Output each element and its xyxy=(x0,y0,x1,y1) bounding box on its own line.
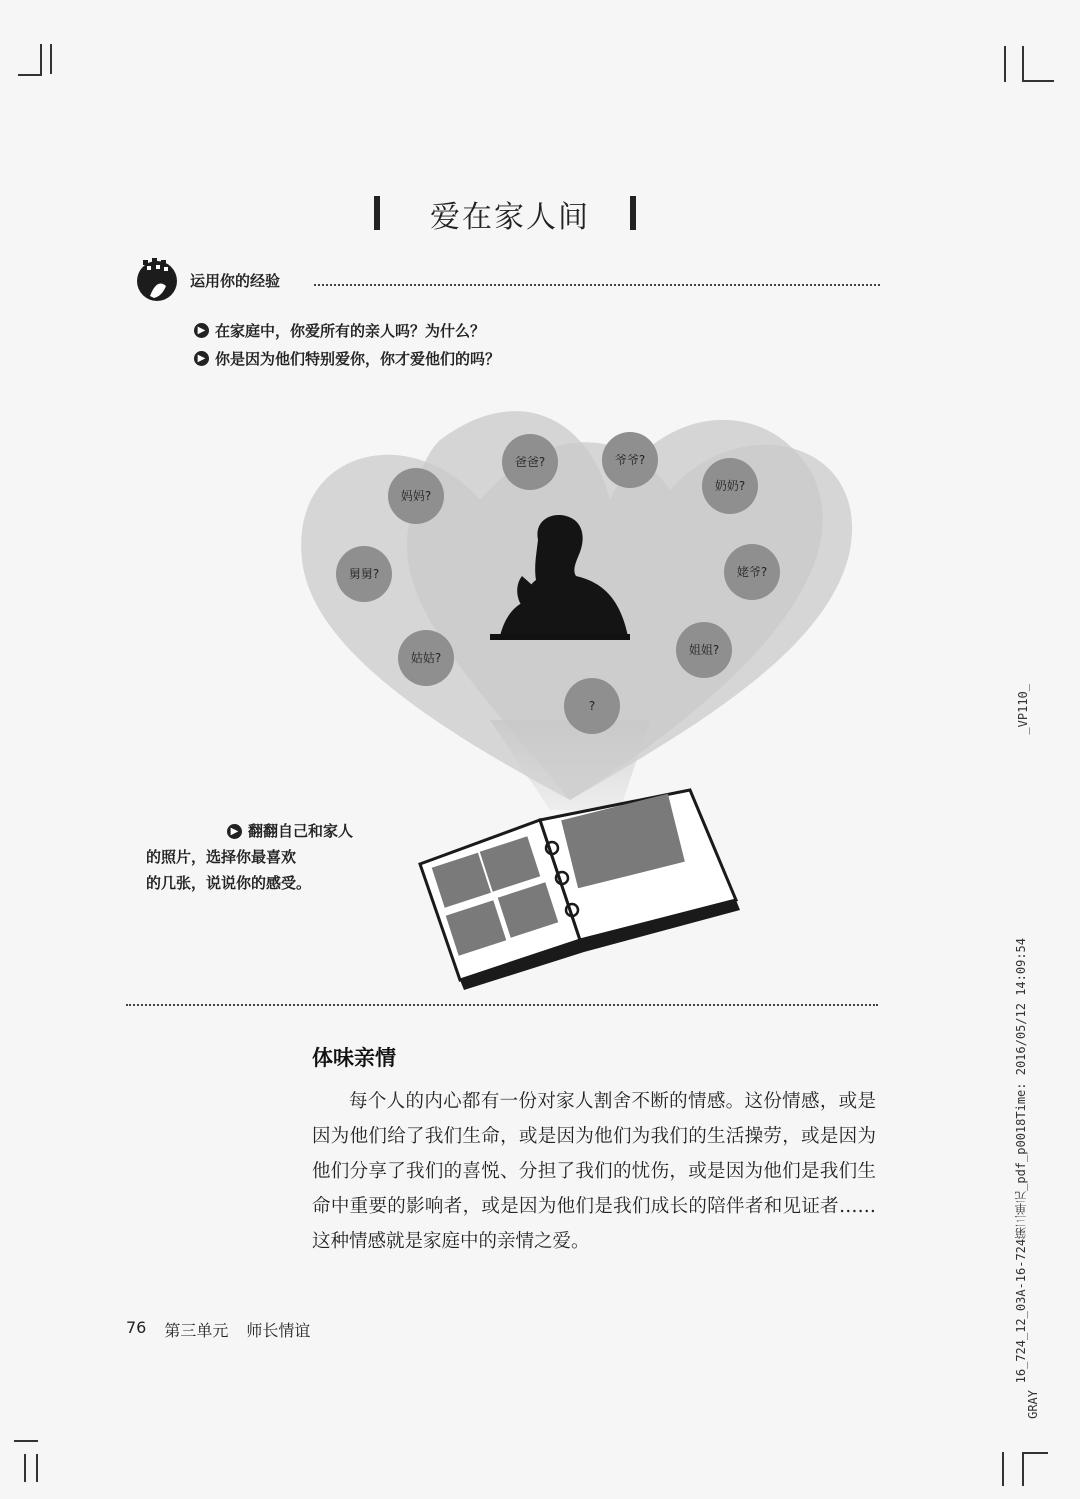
photo-instruction xyxy=(146,818,361,896)
question-2 xyxy=(194,348,500,369)
family-heart-illustration xyxy=(290,380,890,1000)
question-1 xyxy=(194,320,485,341)
page-footer xyxy=(126,1318,310,1341)
section-end-divider xyxy=(126,1004,878,1006)
crop-mark-top-right xyxy=(1004,46,1006,82)
relative-circle-mama xyxy=(388,468,444,524)
svg-text:姐姐?: 姐姐? xyxy=(688,643,720,657)
crop-mark-top-right xyxy=(1022,80,1054,82)
crop-mark-bottom-right xyxy=(1022,1452,1048,1454)
section-label: 运用你的经验 xyxy=(190,272,281,290)
page-title: 爱在家人间 xyxy=(430,200,590,235)
crop-mark-bottom-right xyxy=(1002,1452,1004,1486)
unit-name: 第三单元 xyxy=(164,1321,229,1340)
unit-title: 师长情谊 xyxy=(246,1321,311,1340)
side-text-bottom: 16_724_12_03A-16-724第三单元_pdf_p0018Time: 2016/05/12 14:09:54 xyxy=(1014,938,1028,1384)
title-bar-right xyxy=(630,196,636,230)
crop-mark-bottom-left xyxy=(36,1454,38,1482)
arrow-bullet-icon: ▶ xyxy=(194,323,209,338)
instruction-line-2: 的照片，选择你最喜欢 xyxy=(146,848,297,866)
side-text-gray: GRAY xyxy=(1026,1390,1040,1419)
svg-text:妈妈?: 妈妈? xyxy=(400,489,432,503)
crop-mark-top-right xyxy=(1022,46,1024,82)
photo-album xyxy=(420,790,740,990)
relative-circle-jiejie xyxy=(676,622,732,678)
svg-text:奶奶?: 奶奶? xyxy=(714,479,746,493)
arrow-bullet-icon: ▶ xyxy=(227,824,242,839)
page-number: 76 xyxy=(126,1318,147,1337)
relative-circle-baba xyxy=(502,434,558,490)
side-text-top: _VP110_ xyxy=(1016,684,1030,735)
svg-text:姥爷?: 姥爷? xyxy=(736,565,768,579)
subheading: 体味亲情 xyxy=(312,1046,396,1070)
section-divider xyxy=(314,284,880,286)
instruction-line-1: ▶ 翻翻自己和家人 xyxy=(146,818,361,844)
body-paragraph: 每个人的内心都有一份对家人割舍不断的情感。这份情感，或是因为他们给了我们生命，或是因为他们为我们的生活操劳，或是因为他们分享了我们的喜悦、分担了我们的忧伤，或是因为他们是我们生命中重要的影响者，或是因为他们是我们成长的陪伴者和见证者……这种情感就是家庭中的亲情之爱。 xyxy=(312,1091,876,1252)
relative-circle-jiujiu xyxy=(336,546,392,602)
crop-mark-top-left xyxy=(18,74,42,76)
crop-mark-top-left xyxy=(50,44,52,74)
svg-text:舅舅?: 舅舅? xyxy=(348,567,380,581)
svg-text:?: ? xyxy=(588,699,596,713)
instruction-line-3: 的几张，说说你的感受。 xyxy=(146,874,312,892)
relative-circle-unknown xyxy=(564,678,620,734)
crop-mark-bottom-left xyxy=(14,1440,38,1442)
experience-icon xyxy=(132,256,182,302)
svg-text:爸爸?: 爸爸? xyxy=(514,455,546,469)
svg-text:爷爷?: 爷爷? xyxy=(614,453,646,467)
crop-mark-bottom-left xyxy=(24,1454,26,1482)
relative-circle-gugu xyxy=(398,630,454,686)
relative-circle-yeye xyxy=(602,432,658,488)
question-text: 在家庭中，你爱所有的亲人吗？为什么？ xyxy=(215,322,486,340)
page-title-block xyxy=(360,188,660,240)
relative-circle-nainai xyxy=(702,458,758,514)
svg-text:姑姑?: 姑姑? xyxy=(410,651,442,665)
question-text: 你是因为他们特别爱你，你才爱他们的吗？ xyxy=(215,350,501,368)
crop-mark-top-left xyxy=(40,44,42,74)
crop-mark-bottom-right xyxy=(1022,1452,1024,1486)
relative-circle-laoye xyxy=(724,544,780,600)
arrow-bullet-icon: ▶ xyxy=(194,351,209,366)
